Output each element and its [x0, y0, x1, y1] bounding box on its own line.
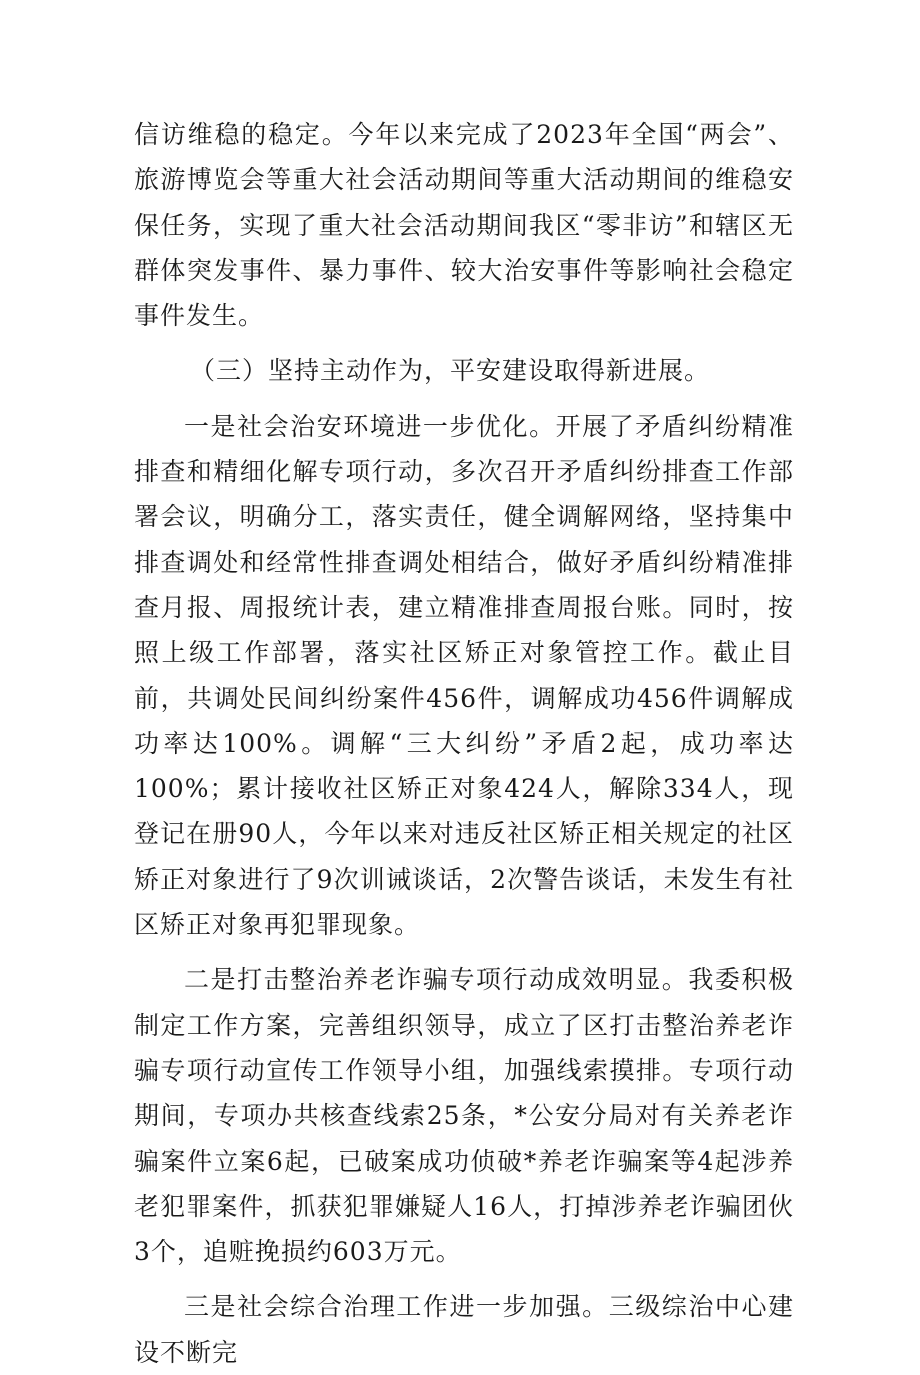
paragraph-social-security: 一是社会治安环境进一步优化。开展了矛盾纠纷精准排查和精细化解专项行动，多次召开矛盾纠纷排查工作部署会议，明确分工，落实责任，健全调解网络，坚持集中排查调处和经常性排查调处相结合，做好矛盾纠纷精准排查月报、周报统计表，建立精准排查周报台账。同时，按照上级工作部署，落实社区矫正对象管控工作。截止目前，共调处民间纠纷案件456件，调解成功456件调解成功率达100%。调解“三大纠纷”矛盾2起，成功率达100%；累计接收社区矫正对象424人，解除334人，现登记在册90人，今年以来对违反社区矫正相关规定的社区矫正对象进行了9次训诫谈话，2次警告谈话，未发生有社区矫正对象再犯罪现象。 — [134, 411, 794, 940]
section-heading: （三）坚持主动作为，平安建设取得新进展。 — [190, 356, 711, 386]
paragraph-comprehensive-governance: 三是社会综合治理工作进一步加强。三级综治中心建设不断完 — [134, 1292, 794, 1367]
paragraph-elderly-fraud: 二是打击整治养老诈骗专项行动成效明显。我委积极制定工作方案，完善组织领导，成立了区打击整治养老诈骗专项行动宣传工作领导小组，加强线索摸排。专项行动期间，专项办共核查线索25条，*公安分局对有关养老诈骗案件立案6起，已破案成功侦破*养老诈骗案等4起涉养老犯罪案件，抓获犯罪嫌疑人16人，打掉涉养老诈骗团伙3个，追赃挽损约603万元。 — [134, 965, 794, 1267]
paragraph-gap — [134, 947, 794, 957]
paragraph-gap — [134, 1274, 794, 1284]
document-body — [134, 112, 794, 1375]
paragraph-gap — [134, 338, 794, 348]
paragraph-continuation: 信访维稳的稳定。今年以来完成了2023年全国“两会”、旅游博览会等重大社会活动期间等重大活动期间的维稳安保任务，实现了重大社会活动期间我区“零非访”和辖区无群体突发事件、暴力事件、较大治安事件等影响社会稳定事件发生。 — [134, 120, 794, 331]
paragraph-gap — [134, 394, 794, 404]
